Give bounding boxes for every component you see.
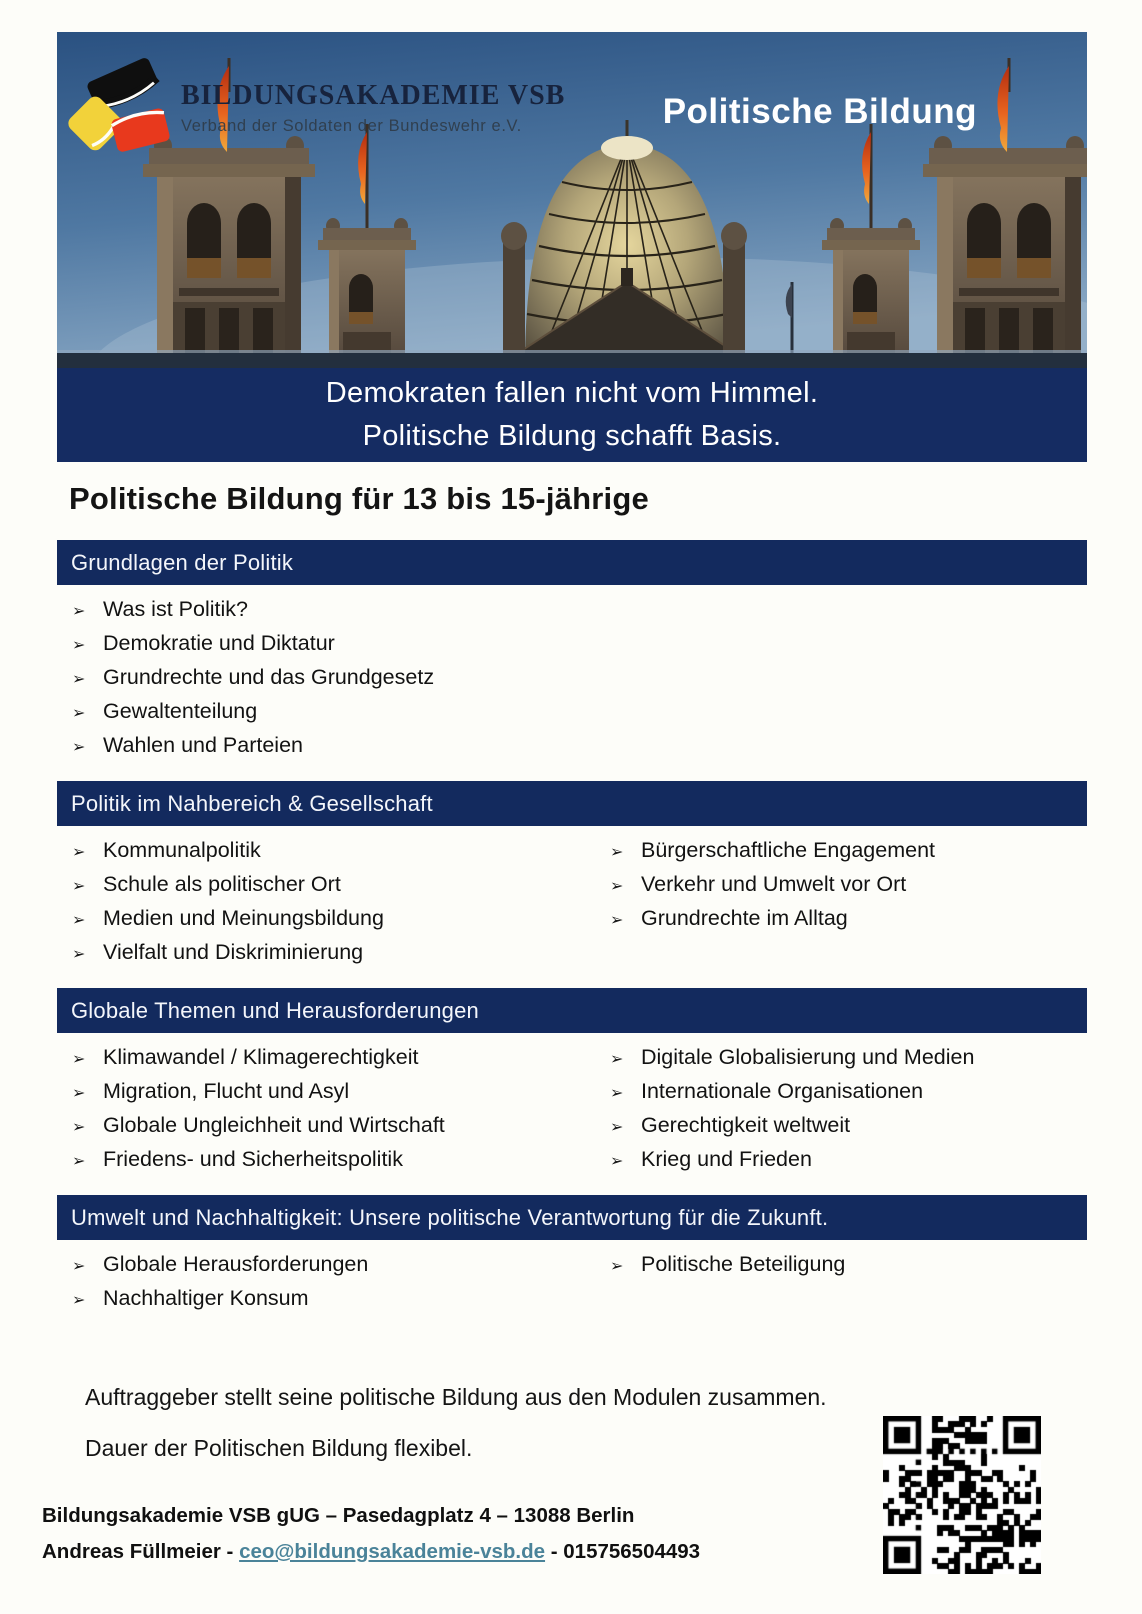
hero bbox=[57, 32, 1087, 462]
topic-item bbox=[72, 902, 595, 936]
arrow-bullet-icon: ➢ bbox=[72, 945, 86, 963]
arrow-bullet-icon: ➢ bbox=[610, 1084, 624, 1102]
topic-label: Vielfalt und Diskriminierung bbox=[103, 939, 364, 964]
arrow-bullet-icon: ➢ bbox=[610, 1152, 624, 1170]
topic-item bbox=[610, 1075, 1087, 1109]
arrow-bullet-icon: ➢ bbox=[72, 843, 86, 861]
qr-code bbox=[883, 1416, 1041, 1574]
closing-line-2: Dauer der Politischen Bildung flexibel. bbox=[85, 1435, 473, 1461]
topic-item bbox=[72, 729, 595, 763]
module-section bbox=[57, 988, 1087, 1177]
section-header-bar: Politik im Nahbereich & Gesellschaft bbox=[57, 781, 1087, 826]
closing-line-1: Auftraggeber stellt seine politische Bildung aus den Modulen zusammen. bbox=[85, 1384, 827, 1410]
topic-item bbox=[610, 1041, 1087, 1075]
module-section bbox=[57, 540, 1087, 763]
topic-label: Friedens- und Sicherheitspolitik bbox=[103, 1146, 403, 1171]
topic-item bbox=[72, 936, 595, 970]
banner-line-1: Demokraten fallen nicht vom Himmel. bbox=[325, 377, 819, 409]
footer-address-line: Bildungsakademie VSB gUG – Pasedagplatz 4 – 13088 Berlin bbox=[42, 1504, 635, 1527]
topic-label: Digitale Globalisierung und Medien bbox=[641, 1044, 975, 1069]
topic-list bbox=[57, 1041, 595, 1177]
topic-label: Bürgerschaftliche Engagement bbox=[641, 837, 936, 862]
arrow-bullet-icon: ➢ bbox=[610, 1118, 624, 1136]
arrow-bullet-icon: ➢ bbox=[72, 1050, 86, 1068]
logo-block bbox=[65, 54, 565, 166]
arrow-bullet-icon: ➢ bbox=[72, 670, 86, 688]
topic-item bbox=[610, 834, 1087, 868]
topic-label: Migration, Flucht und Asyl bbox=[103, 1078, 350, 1103]
page-title: Politische Bildung für 13 bis 15-jährige bbox=[69, 481, 649, 516]
banner-line-2: Politische Bildung schafft Basis. bbox=[362, 420, 782, 452]
topic-label: Internationale Organisationen bbox=[641, 1078, 924, 1103]
sections bbox=[57, 540, 1087, 1316]
topic-item bbox=[610, 1248, 1087, 1282]
topic-item bbox=[72, 593, 595, 627]
arrow-bullet-icon: ➢ bbox=[72, 704, 86, 722]
content bbox=[57, 476, 1087, 1465]
topic-label: Globale Herausforderungen bbox=[103, 1251, 369, 1276]
topic-label: Kommunalpolitik bbox=[103, 837, 261, 862]
arrow-bullet-icon: ➢ bbox=[610, 877, 624, 895]
module-section bbox=[57, 781, 1087, 970]
topic-label: Nachhaltiger Konsum bbox=[103, 1285, 309, 1310]
program-title: Politische Bildung bbox=[662, 92, 977, 131]
topic-label: Gewaltenteilung bbox=[103, 698, 258, 723]
topic-label: Schule als politischer Ort bbox=[103, 871, 341, 896]
topic-label: Gerechtigkeit weltweit bbox=[641, 1112, 851, 1137]
arrow-bullet-icon: ➢ bbox=[610, 1257, 624, 1275]
topic-list bbox=[595, 1248, 1087, 1316]
arrow-bullet-icon: ➢ bbox=[72, 1118, 86, 1136]
section-header-bar: Umwelt und Nachhaltigkeit: Unsere politische Verantwortung für die Zukunft. bbox=[57, 1195, 1087, 1240]
arrow-bullet-icon: ➢ bbox=[72, 877, 86, 895]
contact-phone: - 015756504493 bbox=[545, 1540, 701, 1563]
topic-item bbox=[72, 661, 595, 695]
arrow-bullet-icon: ➢ bbox=[72, 911, 86, 929]
org-name: BILDUNGSAKADEMIE VSB bbox=[181, 80, 566, 111]
topic-item bbox=[72, 1041, 595, 1075]
topic-item bbox=[72, 1109, 595, 1143]
vsb-books-logo-icon bbox=[65, 54, 177, 166]
topic-list bbox=[595, 834, 1087, 970]
topic-item bbox=[610, 1143, 1087, 1177]
topic-label: Demokratie und Diktatur bbox=[103, 630, 335, 655]
topic-list bbox=[57, 593, 595, 763]
topic-item bbox=[72, 627, 595, 661]
footer bbox=[42, 1498, 700, 1570]
org-subtitle: Verband der Soldaten der Bundeswehr e.V. bbox=[181, 117, 522, 135]
topic-item bbox=[72, 1143, 595, 1177]
arrow-bullet-icon: ➢ bbox=[72, 602, 86, 620]
topic-item bbox=[610, 1109, 1087, 1143]
arrow-bullet-icon: ➢ bbox=[610, 1050, 624, 1068]
section-header-bar: Grundlagen der Politik bbox=[57, 540, 1087, 585]
topic-item bbox=[72, 834, 595, 868]
topic-item bbox=[72, 1282, 595, 1316]
topic-item bbox=[72, 1248, 595, 1282]
email-link[interactable]: ceo@bildungsakademie-vsb.de bbox=[239, 1540, 546, 1563]
section-header-bar: Globale Themen und Herausforderungen bbox=[57, 988, 1087, 1033]
arrow-bullet-icon: ➢ bbox=[610, 911, 624, 929]
topic-label: Medien und Meinungsbildung bbox=[103, 905, 384, 930]
arrow-bullet-icon: ➢ bbox=[72, 1291, 86, 1309]
topic-label: Krieg und Frieden bbox=[641, 1146, 812, 1171]
topic-label: Was ist Politik? bbox=[103, 596, 248, 621]
arrow-bullet-icon: ➢ bbox=[610, 843, 624, 861]
topic-label: Politische Beteiligung bbox=[641, 1251, 846, 1276]
topic-label: Wahlen und Parteien bbox=[103, 732, 303, 757]
topic-item bbox=[610, 868, 1087, 902]
arrow-bullet-icon: ➢ bbox=[72, 1152, 86, 1170]
topic-list bbox=[57, 1248, 595, 1316]
topic-item bbox=[72, 695, 595, 729]
arrow-bullet-icon: ➢ bbox=[72, 738, 86, 756]
module-section bbox=[57, 1195, 1087, 1316]
topic-item bbox=[610, 902, 1087, 936]
topic-list bbox=[595, 1041, 1087, 1177]
topic-label: Globale Ungleichheit und Wirtschaft bbox=[103, 1112, 445, 1137]
hero-banner bbox=[57, 368, 1087, 462]
topic-label: Grundrechte im Alltag bbox=[641, 905, 848, 930]
arrow-bullet-icon: ➢ bbox=[72, 1084, 86, 1102]
contact-name: Andreas Füllmeier - bbox=[42, 1540, 240, 1563]
footer-contact-line bbox=[42, 1534, 700, 1570]
topic-list bbox=[57, 834, 595, 970]
topic-label: Verkehr und Umwelt vor Ort bbox=[641, 871, 907, 896]
arrow-bullet-icon: ➢ bbox=[72, 1257, 86, 1275]
topic-item bbox=[72, 868, 595, 902]
topic-item bbox=[72, 1075, 595, 1109]
arrow-bullet-icon: ➢ bbox=[72, 636, 86, 654]
topic-label: Grundrechte und das Grundgesetz bbox=[103, 664, 435, 689]
topic-label: Klimawandel / Klimagerechtigkeit bbox=[103, 1044, 419, 1069]
